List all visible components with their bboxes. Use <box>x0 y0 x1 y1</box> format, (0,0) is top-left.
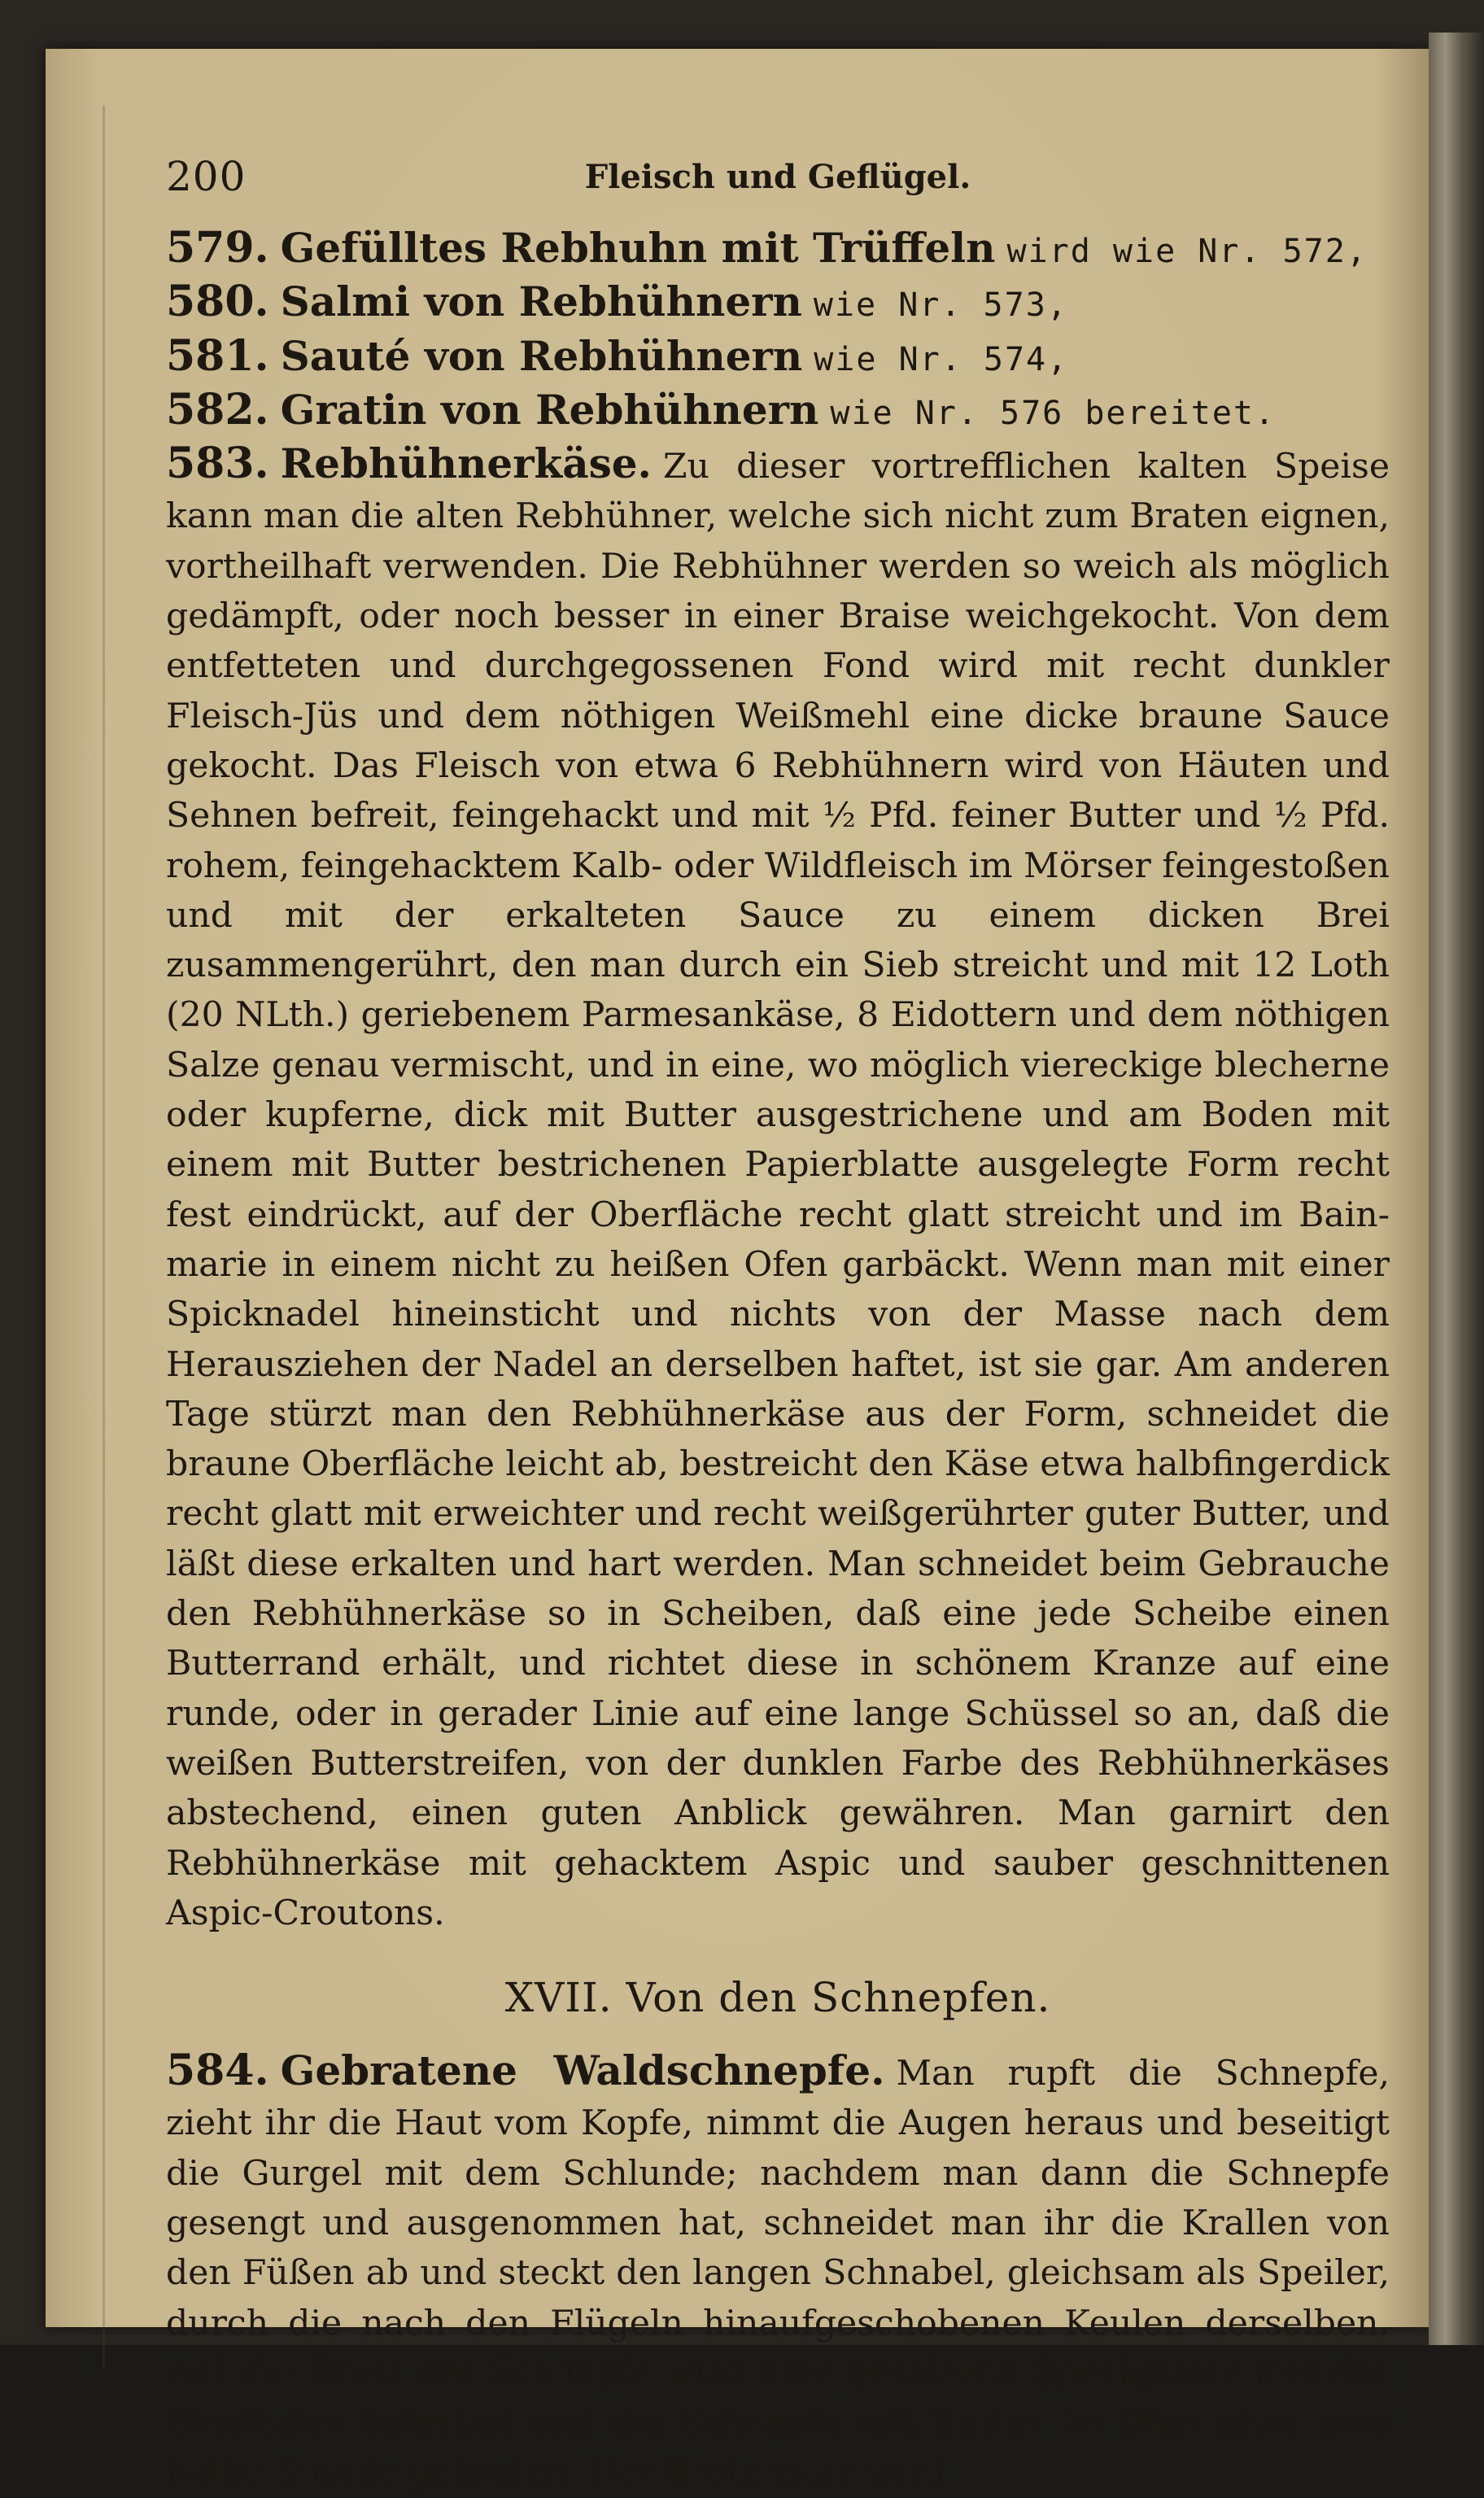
recipe-entry-584 <box>166 2046 1390 2498</box>
recipe-number: 580. <box>166 277 269 327</box>
gutter-shadow <box>103 106 105 2368</box>
recipe-title: Gefülltes Rebhuhn mit Trüffeln <box>280 224 996 272</box>
recipe-body: Zu dieser vortrefflichen kalten Speise kann man die alten Rebhühner, welche sich nicht zum Braten eignen, vortheilhaft verwenden. Die Rebhühner werden so weich als möglich gedämpft, oder noch besser in einer Braise weichgekocht. Von dem entfetteten und durchgegossenen Fond wird mit recht dunkler Fleisch-Jüs und dem nöthigen Weißmehl eine dicke braune Sauce gekocht. Das Fleisch von etwa 6 Rebhühnern wird von Häuten und Sehnen befreit, feingehackt und mit ½ Pfd. feiner Butter und ½ Pfd. rohem, feingehacktem Kalb- oder Wildfleisch im Mörser feingestoßen und mit der erkalteten Sauce zu einem dicken Brei zusammengerührt, den man durch ein Sieb streicht und mit 12 Loth (20 NLth.) geriebenem Parmesankäse, 8 Eidottern und dem nöthigen Salze genau vermischt, und in eine, wo möglich viereckige blecherne oder kupferne, dick mit Butter ausgestrichene und am Boden mit einem mit Butter bestrichenen Papierblatte ausgelegte Form recht fest eindrückt, auf der Oberfläche recht glatt streicht und im Bain-marie in einem nicht zu heißen Ofen garbäckt. Wenn man mit einer Spicknadel hineinsticht und nichts von der Masse nach dem Herausziehen der Nadel an derselben haftet, ist sie gar. Am anderen Tage stürzt man den Rebhühnerkäse aus der Form, schneidet die braune Oberfläche leicht ab, bestreicht den Käse etwa halbfingerdick recht glatt mit erweichter und recht weißgerührter guter Butter, und läßt diese erkalten und hart werden. Man schneidet beim Gebrauche den Rebhühnerkäse so in Scheiben, daß eine jede Scheibe einen Butterrand erhält, und richtet diese in schönem Kranze auf eine runde, oder in gerader Linie auf eine lange Schüssel so an, daß die weißen Butterstreifen, von der dunklen Farbe des Rebhühnerkäses abstechend, einen guten Anblick gewähren. Man garnirt den Rebhühnerkäse mit gehacktem Aspic und sauber geschnittenen Aspic-Croutons. <box>166 447 1390 1933</box>
recipe-text: wie Nr. 573, <box>813 286 1068 325</box>
recipe-entry <box>166 331 1390 385</box>
recipe-number: 579. <box>166 223 269 273</box>
section-heading: XVII. Von den Schnepfen. <box>504 1974 1051 2022</box>
recipe-title: Gratin von Rebhühnern <box>280 385 819 434</box>
running-title: Fleisch und Geflügel. <box>584 158 971 196</box>
page-number: 200 <box>166 153 247 200</box>
recipe-number: 583. <box>166 439 269 489</box>
book-edge <box>1429 33 1484 2345</box>
recipe-text: wie Nr. 574, <box>814 340 1069 378</box>
recipe-number: 582. <box>166 384 269 435</box>
recipe-title: Rebhühnerkäse. <box>280 439 652 488</box>
recipe-text: wie Nr. 576 bereitet. <box>830 394 1277 432</box>
recipe-body: Man rupft die Schnepfe, zieht ihr die Haut vom Kopfe, nimmt die Augen heraus und beseitigt die Gurgel mit dem Schlunde; nachdem man dann die Schnepfe gesengt und ausgenommen hat, schneidet man ihr die Krallen von den Füßen ab und steckt den langen Schnabel, gleichsam als Speiler, durch die nach den Flügeln hinaufgeschobenen Keulen derselben. Auf die Brust der Schnepfe wird eine gesalzene Speckplatte mittelst Bindfaden befestigt und die Schnepfe mit Butter im Ofen etwa eine halbe Stunde gebraten. Der Bratensatz wird <box>166 2054 1390 2493</box>
recipe-number: 584. <box>166 2046 269 2096</box>
page-content <box>166 153 1390 2498</box>
recipe-entry <box>166 223 1390 277</box>
recipe-text: wird wie Nr. 572, <box>1006 233 1368 270</box>
short-entries <box>166 223 1390 439</box>
recipe-title: Gebratene Waldschnepfe. <box>280 2046 885 2095</box>
recipe-title: Sauté von Rebhühnern <box>280 331 803 380</box>
recipe-number: 581. <box>166 330 269 381</box>
page-header <box>166 153 1390 218</box>
recipe-title: Salmi von Rebhühnern <box>280 277 802 326</box>
recipe-entry <box>166 277 1390 330</box>
book-page <box>46 49 1429 2493</box>
recipe-entry-583 <box>166 439 1390 1938</box>
recipe-entry <box>166 385 1390 439</box>
